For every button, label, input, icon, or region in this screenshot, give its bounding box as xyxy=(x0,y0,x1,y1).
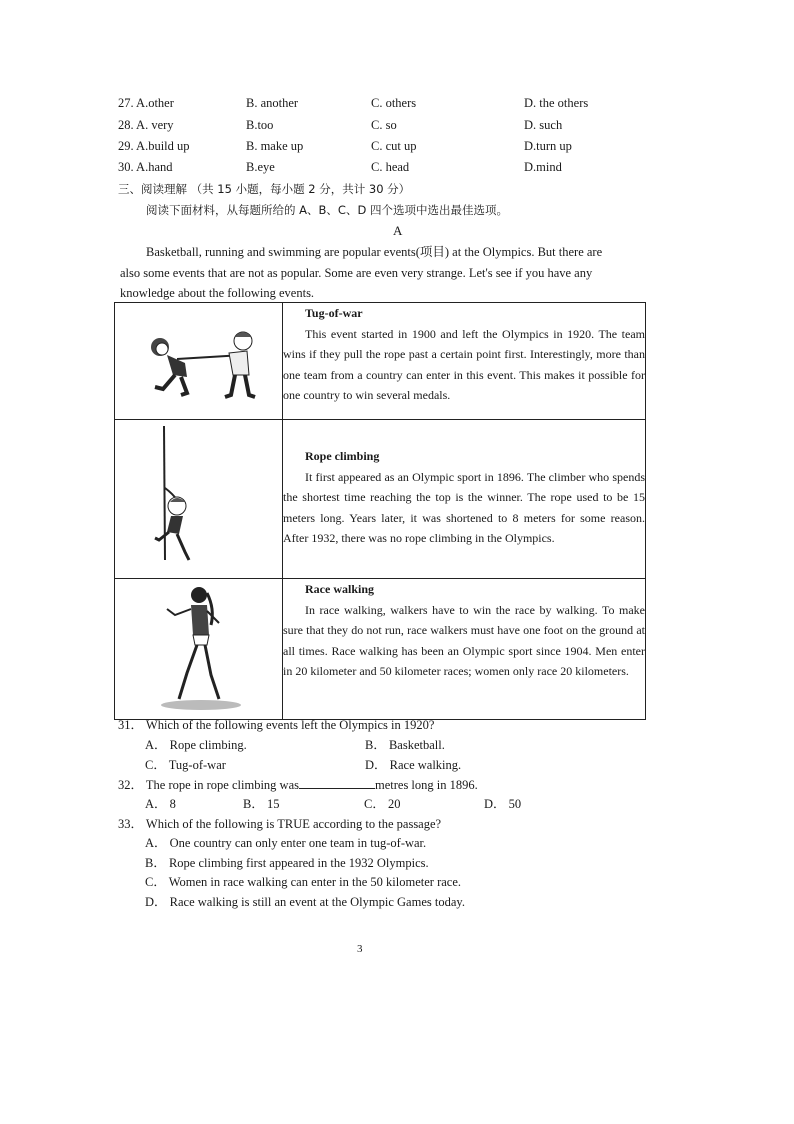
question-33: 33． Which of the following is TRUE according to the passage? xyxy=(118,817,442,831)
q32-option-a: A． 8 xyxy=(145,797,176,811)
option-c: C. others xyxy=(371,96,417,110)
option-a: 28. A. very xyxy=(118,118,174,132)
race-walking-illustration xyxy=(115,579,283,720)
option-a: 29. A.build up xyxy=(118,139,190,153)
event-row-rope-climbing xyxy=(115,420,646,579)
event-body: In race walking, walkers have to win the race by walking. To make sure that they do not run, race walkers must have one foot on the ground at all times. Race walking has been an Olympic sport since 1904. Men enter in 20 kilometer and 50 kilometer races; women only race 20 kilometers. xyxy=(283,602,645,678)
event-text-race-walking xyxy=(283,579,646,720)
q33-option-d: D． Race walking is still an event at the Olympic Games today. xyxy=(145,895,465,909)
passage-letter: A xyxy=(393,223,403,238)
option-d: D.mind xyxy=(524,160,562,174)
option-c: C. head xyxy=(371,160,410,174)
q31-option-c: C． Tug-of-war xyxy=(145,758,226,772)
option-c: C. so xyxy=(371,118,397,132)
race-walking-picture xyxy=(115,579,282,715)
section-heading: 三、阅读理解 （共 15 小题，每小题 2 分，共计 30 分） xyxy=(118,182,411,196)
q32-option-d: D． 50 xyxy=(484,797,522,811)
q31-option-d: D． Race walking. xyxy=(365,758,462,772)
tug-of-war-illustration xyxy=(115,303,283,420)
q33-option-b: B． Rope climbing first appeared in the 1932 Olympics. xyxy=(145,856,429,870)
q32-option-c: C． 20 xyxy=(364,797,401,811)
cloze-row-29 xyxy=(0,139,794,157)
option-b: B. make up xyxy=(246,139,304,153)
cloze-row-28 xyxy=(0,118,794,136)
rope-climbing-illustration xyxy=(115,420,283,579)
event-title: Tug-of-war xyxy=(305,306,363,320)
q33-option-a: A． One country can only enter one team in tug-of-war. xyxy=(145,836,427,850)
event-body: This event started in 1900 and left the Olympics in 1920. The team wins if they pull the rope past a certain point first. Interestingly, more than one team from a country can enter in this event. This makes it possible for one country to win several medals. xyxy=(283,326,645,402)
rope-climbing-picture xyxy=(115,420,282,574)
event-row-tug-of-war xyxy=(115,303,646,420)
intro-paragraph: Basketball, running and swimming are popular events(项目) at the Olympics. But there are also some events that are not as popular. Some are even very strange. Let's see if you have any knowledge about the following events. xyxy=(120,245,603,300)
event-text-tug-of-war xyxy=(283,303,646,420)
event-title: Race walking xyxy=(305,582,374,596)
option-a: 30. A.hand xyxy=(118,160,173,174)
option-b: B.too xyxy=(246,118,274,132)
q33-option-c: C． Women in race walking can enter in the 50 kilometer race. xyxy=(145,875,462,889)
option-b: B.eye xyxy=(246,160,275,174)
q31-option-a: A． Rope climbing. xyxy=(145,738,247,752)
event-text-rope-climbing xyxy=(283,420,646,579)
event-body: It first appeared as an Olympic sport in 1896. The climber who spends the shortest time reaching the top is the winner. The rope used to be 15 meters long. Years later, it was shortened to 8 meters for some reason. After 1932, there was no rope climbing in the Olympics. xyxy=(283,469,645,545)
q31-option-b: B． Basketball. xyxy=(365,738,445,752)
question-32 xyxy=(118,775,478,793)
option-d: D. such xyxy=(524,118,563,132)
section-instruction: 阅读下面材料，从每题所给的 A、B、C、D 四个选项中选出最佳选项。 xyxy=(146,203,508,217)
option-d: D.turn up xyxy=(524,139,572,153)
event-title: Rope climbing xyxy=(305,449,380,463)
option-d: D. the others xyxy=(524,96,589,110)
option-c: C. cut up xyxy=(371,139,417,153)
cloze-row-27 xyxy=(0,96,794,114)
question-32-stem-start: 32． The rope in rope climbing was xyxy=(118,778,299,792)
option-a: 27. A.other xyxy=(118,96,174,110)
q32-option-b: B． 15 xyxy=(243,797,280,811)
answer-blank xyxy=(299,777,375,789)
event-row-race-walking xyxy=(115,579,646,720)
page-number: 3 xyxy=(357,943,363,955)
question-31: 31． Which of the following events left the Olympics in 1920? xyxy=(118,718,435,732)
option-b: B. another xyxy=(246,96,299,110)
tug-of-war-picture xyxy=(115,303,282,415)
cloze-row-30 xyxy=(0,160,794,178)
question-32-stem-end: metres long in 1896. xyxy=(374,778,478,792)
events-table xyxy=(114,302,646,720)
